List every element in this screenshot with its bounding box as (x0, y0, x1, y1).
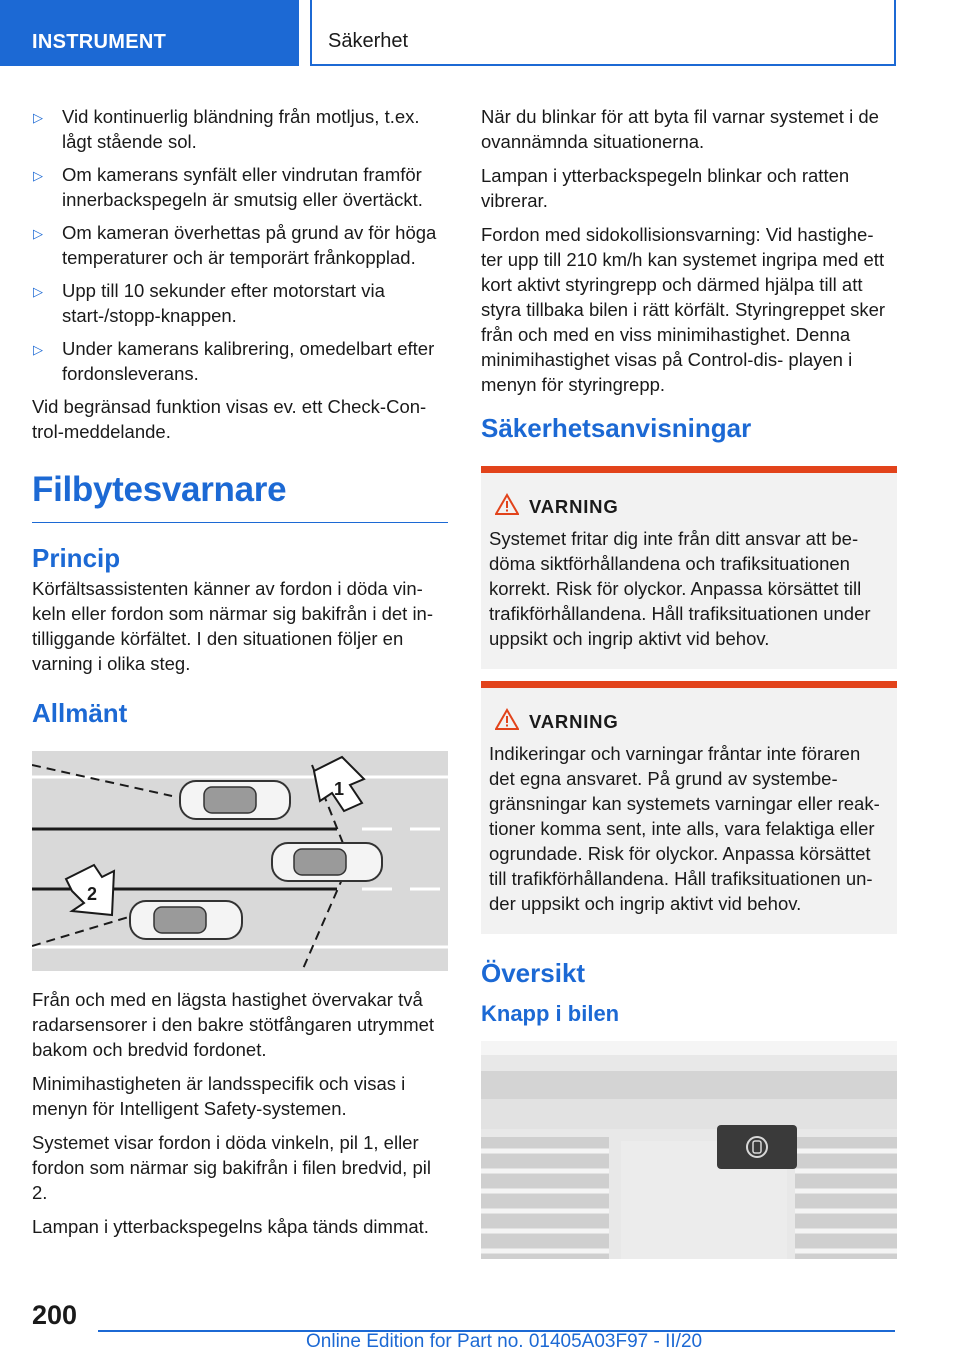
paragraph: Minimihastigheten är landsspecifik och visas i menyn för Intelligent Safety-systemen. (32, 1073, 406, 1119)
paragraph: Från och med en lägsta hastighet övervakar två radarsensorer i den bakre stötfångaren utrymmet bakom och bredvid fordonet. (32, 989, 435, 1060)
figure-label-1: 1 (334, 779, 345, 799)
warning-title: VARNING (529, 710, 619, 732)
paragraph: När du blinkar för att byta fil varnar systemet i de ovannämnda situationerna. (481, 106, 879, 152)
paragraph: Lampan i ytterbackspegelns kåpa tänds dimmat. (32, 1216, 429, 1237)
header-section-label: INSTRUMENT (32, 31, 167, 53)
list-item: ▷ Vid kontinuerlig bländning från motljus, t.ex. lågt stående sol. (33, 106, 420, 152)
list-item: ▷ Om kamerans synfält eller vindrutan framför innerbackspegeln är smutsig eller övertäckt. (33, 164, 423, 210)
section-title-lane-change: Filbytesvarnare (32, 470, 448, 523)
car-icon (180, 781, 290, 819)
warning-triangle-icon (495, 493, 519, 520)
header-section-tab (0, 0, 299, 66)
edition-note: Online Edition for Part no. 01405A03F97 - II/20 (306, 1331, 703, 1352)
header-chapter-box (310, 0, 896, 66)
heading-overview: Översikt (481, 958, 586, 988)
warning-box-1 (481, 466, 897, 669)
list-item: ▷ Under kamerans kalibrering, omedelbart efter fordonsleverans. (33, 338, 435, 384)
warning-box-2 (481, 681, 897, 934)
left-column (32, 104, 448, 1248)
warning-title: VARNING (529, 495, 619, 517)
heading-principle: Princip (32, 543, 121, 573)
warning-text: Systemet fritar dig inte från ditt ansvar att be- döma siktförhållandena och trafiksituationen korrekt. Risk för olyckor. Anpassa körsättet till trafikförhållandena. Håll trafiksituationen under uppsikt och ingrip aktivt vid behov. (489, 528, 871, 649)
condition-list (32, 104, 448, 386)
list-item: ▷ Upp till 10 sekunder efter motorstart via start-/stopp-knappen. (33, 280, 385, 326)
heading-button-in-car: Knapp i bilen (481, 1001, 620, 1026)
paragraph: Lampan i ytterbackspegeln blinkar och ratten vibrerar. (481, 165, 850, 211)
warning-triangle-icon (495, 708, 519, 735)
dashboard-illustration (481, 1041, 897, 1259)
limited-function-text: Vid begränsad funktion visas ev. ett Check-Con- trol-meddelande. (32, 396, 427, 442)
car-icon (130, 901, 242, 939)
car-icon (272, 843, 382, 881)
warning-text: Indikeringar och varningar fråntar inte föraren det egna ansvaret. På grund av systembe- gränsningar kan systemets varningar eller reak- tioner komma sent, inte alls, vara felaktiga eller ogrundade. Risk för olyckor. Anpassa körsättet till trafikförhållandena. Håll trafiksituationen un- der uppsikt och ingrip aktivt vid behov. (489, 743, 880, 914)
paragraph: Systemet visar fordon i döda vinkeln, pil 1, eller fordon som närmar sig bakifrån i filen bredvid, pil 2. (32, 1132, 431, 1203)
road-diagram (32, 751, 448, 971)
page-number: 200 (32, 1300, 78, 1330)
triangle-bullet-icon: ▷ (33, 110, 43, 125)
paragraph: Fordon med sidokollisionsvarning: Vid hastighe- ter upp till 210 km/h kan systemet ingripa med ett kort aktivt styringrepp och därmed hjälpa till att styra tillbaka bilen i rätt körfält. Styringreppet sker från och med en viss minimihastighet. Denna minimihastighet visas på Control-dis- playen i menyn för styringrepp. (481, 224, 886, 395)
triangle-bullet-icon: ▷ (33, 226, 43, 241)
principle-text: Körfältsassistenten känner av fordon i döda vin- keln eller fordon som närmar sig bakifrån i det in- tilliggande körfältet. I den situationen följer en varning i olika steg. (32, 578, 434, 674)
heading-safety-notes: Säkerhetsanvisningar (481, 413, 752, 443)
header-chapter-label: Säkerhet (328, 30, 409, 52)
figure-label-2: 2 (87, 884, 98, 904)
lane-change-illustration (32, 751, 448, 971)
list-item: ▷ Om kameran överhettas på grund av för höga temperaturer och är temporärt frånkopplad. (33, 222, 437, 268)
triangle-bullet-icon: ▷ (33, 168, 43, 183)
heading-general: Allmänt (32, 698, 128, 728)
right-column (481, 104, 897, 1259)
triangle-bullet-icon: ▷ (33, 284, 43, 299)
triangle-bullet-icon: ▷ (33, 342, 43, 357)
button-location-photo (481, 1041, 897, 1259)
